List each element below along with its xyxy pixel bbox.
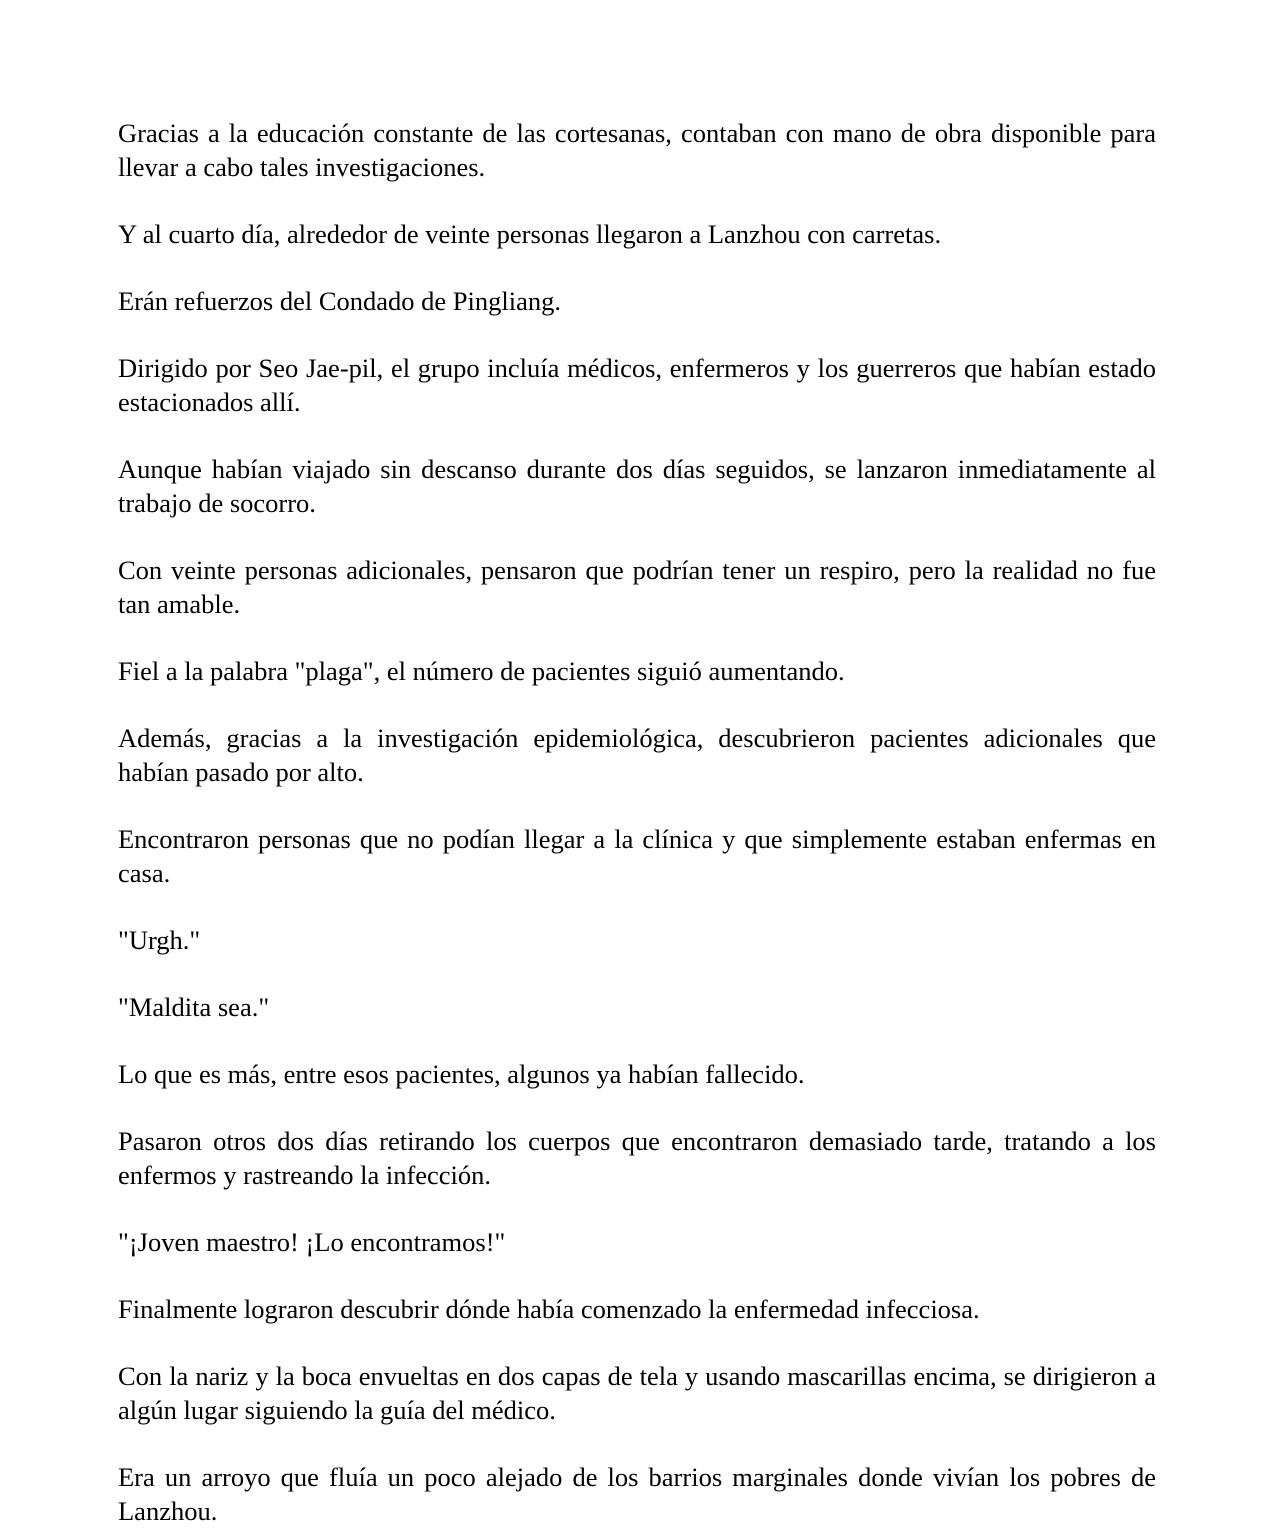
- dialogue-line: "¡Joven maestro! ¡Lo encontramos!": [118, 1227, 506, 1257]
- paragraph: Era un arroyo que fluía un poco alejado de los barrios marginales donde vivían los pobres de Lanzhou.: [118, 1462, 1156, 1526]
- paragraph: Y al cuarto día, alrededor de veinte personas llegaron a Lanzhou con carretas.: [118, 219, 942, 249]
- paragraph: Además, gracias a la investigación epidemiológica, descubrieron pacientes adicionales que habían pasado por alto.: [118, 723, 1156, 787]
- paragraph: Erán refuerzos del Condado de Pingliang.: [118, 286, 562, 316]
- paragraph: Dirigido por Seo Jae-pil, el grupo incluía médicos, enfermeros y los guerreros que habían estado estacionados allí.: [118, 353, 1156, 417]
- paragraph: Encontraron personas que no podían llegar a la clínica y que simplemente estaban enfermas en casa.: [118, 824, 1156, 888]
- paragraph: Con veinte personas adicionales, pensaron que podrían tener un respiro, pero la realidad no fue tan amable.: [118, 555, 1156, 619]
- paragraph: Gracias a la educación constante de las cortesanas, contaban con mano de obra disponible para llevar a cabo tales investigaciones.: [118, 118, 1156, 182]
- paragraph: Fiel a la palabra "plaga", el número de pacientes siguió aumentando.: [118, 656, 845, 686]
- dialogue-line: "Urgh.": [118, 925, 201, 955]
- dialogue-line: "Maldita sea.": [118, 992, 270, 1022]
- paragraph: Con la nariz y la boca envueltas en dos capas de tela y usando mascarillas encima, se dirigieron a algún lugar siguiendo la guía del médico.: [118, 1361, 1156, 1425]
- paragraph: Lo que es más, entre esos pacientes, algunos ya habían fallecido.: [118, 1059, 805, 1089]
- document-page: [118, 116, 1156, 1528]
- paragraph: Pasaron otros dos días retirando los cuerpos que encontraron demasiado tarde, tratando a los enfermos y rastreando la infección.: [118, 1126, 1156, 1190]
- paragraph: Aunque habían viajado sin descanso durante dos días seguidos, se lanzaron inmediatamente al trabajo de socorro.: [118, 454, 1156, 518]
- paragraph: Finalmente lograron descubrir dónde había comenzado la enfermedad infecciosa.: [118, 1294, 980, 1324]
